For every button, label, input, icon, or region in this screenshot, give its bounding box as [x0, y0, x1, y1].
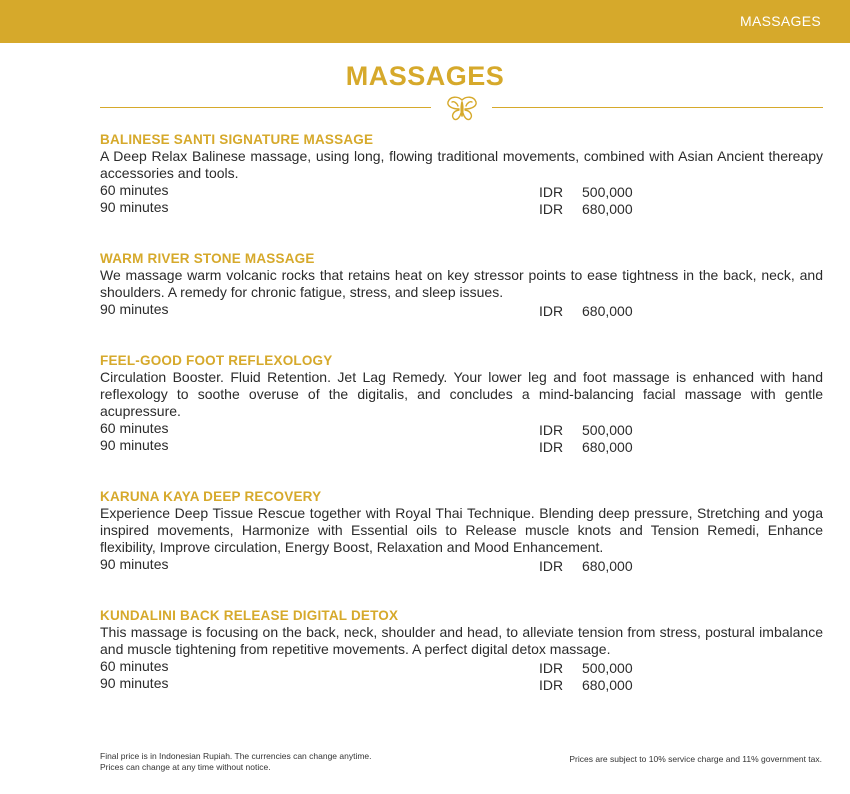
price-currency: IDR	[539, 660, 564, 676]
service-title: BALINESE SANTI SIGNATURE MASSAGE	[100, 132, 374, 147]
footnote-line: Prices can change at any time without notice.	[100, 762, 271, 772]
service-description: We massage warm volcanic rocks that retains heat on key stressor points to ease tightness in the back, neck, and shoulders. A remedy for chronic fatigue, stress, and sleep issues.	[100, 267, 823, 300]
service-description: This massage is focusing on the back, neck, shoulder and head, to alleviate tension from stress, postural imbalance and muscle tightening from repetitive movements. A perfect digital detox massage.	[100, 624, 823, 657]
price-row	[100, 437, 823, 454]
header-bar	[0, 0, 850, 43]
price-duration: 60 minutes	[100, 420, 169, 436]
price-row	[100, 556, 823, 573]
price-currency: IDR	[539, 184, 564, 200]
price-amount: 680,000	[582, 677, 633, 693]
price-duration: 90 minutes	[100, 437, 169, 453]
price-duration: 90 minutes	[100, 675, 169, 691]
title-divider-left	[100, 107, 431, 108]
price-row	[100, 199, 823, 216]
price-amount: 680,000	[582, 558, 633, 574]
price-row	[100, 675, 823, 692]
service-item-kundalini-back	[100, 607, 823, 692]
price-amount: 500,000	[582, 184, 633, 200]
price-amount: 500,000	[582, 422, 633, 438]
service-title: WARM RIVER STONE MASSAGE	[100, 251, 315, 266]
price-currency: IDR	[539, 677, 564, 693]
price-currency: IDR	[539, 201, 564, 217]
price-row	[100, 182, 823, 199]
service-description: A Deep Relax Balinese massage, using long, flowing traditional movements, combined with Asian Ancient thereapy accessories and tools.	[100, 148, 823, 181]
price-duration: 90 minutes	[100, 301, 169, 317]
price-currency: IDR	[539, 439, 564, 455]
price-duration: 60 minutes	[100, 182, 169, 198]
price-row	[100, 658, 823, 675]
footnote-tax: Prices are subject to 10% service charge and 11% government tax.	[569, 754, 822, 764]
price-currency: IDR	[539, 558, 564, 574]
service-description: Circulation Booster. Fluid Retention. Jet Lag Remedy. Your lower leg and foot massage is enhanced with hand reflexology to soothe overuse of the digitalis, and concludes a mind-balancing facial massage with gentle acupressure.	[100, 369, 823, 419]
butterfly-ornament-icon	[444, 94, 480, 124]
price-row	[100, 420, 823, 437]
price-row	[100, 301, 823, 318]
section-label: MASSAGES	[740, 13, 821, 29]
service-title: FEEL-GOOD FOOT REFLEXOLOGY	[100, 353, 333, 368]
price-currency: IDR	[539, 303, 564, 319]
footnote-currency	[100, 751, 372, 773]
service-title: KARUNA KAYA DEEP RECOVERY	[100, 489, 322, 504]
service-item-foot-reflexology	[100, 352, 823, 454]
title-divider-right	[492, 107, 823, 108]
price-amount: 680,000	[582, 201, 633, 217]
price-amount: 680,000	[582, 303, 633, 319]
price-duration: 90 minutes	[100, 556, 169, 572]
price-amount: 500,000	[582, 660, 633, 676]
price-duration: 90 minutes	[100, 199, 169, 215]
footnote-line: Final price is in Indonesian Rupiah. The currencies can change anytime.	[100, 751, 372, 761]
service-item-karuna-kaya	[100, 488, 823, 573]
service-item-balinese-santi	[100, 131, 823, 216]
price-amount: 680,000	[582, 439, 633, 455]
service-description: Experience Deep Tissue Rescue together with Royal Thai Technique. Blending deep pressure, Stretching and yoga inspired movements, Harmonize with Essential oils to Release muscle knots and Tension Remedi, Enhance flexibility, Improve circulation, Energy Boost, Relaxation and Mood Enhancement.	[100, 505, 823, 555]
price-duration: 60 minutes	[100, 658, 169, 674]
price-currency: IDR	[539, 422, 564, 438]
service-item-warm-river-stone	[100, 250, 823, 318]
service-title: KUNDALINI BACK RELEASE DIGITAL DETOX	[100, 608, 399, 623]
page-title: MASSAGES	[345, 61, 505, 91]
